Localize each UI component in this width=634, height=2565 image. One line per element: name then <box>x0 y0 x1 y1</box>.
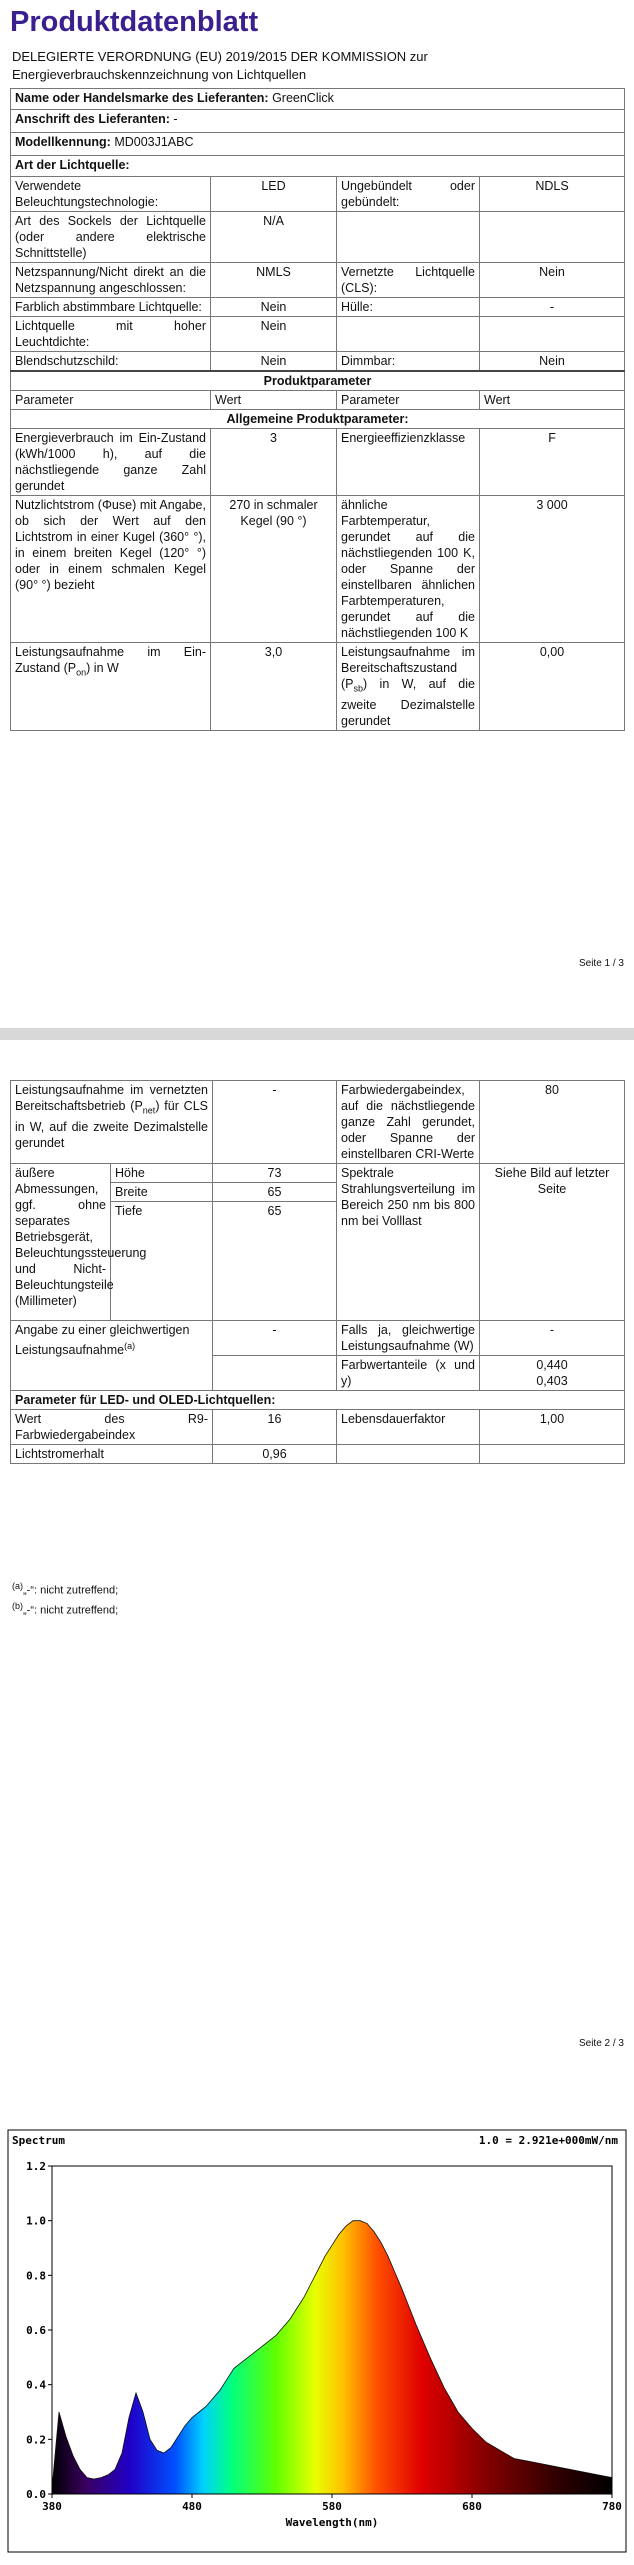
width-value: 65 <box>213 1183 337 1202</box>
col-header-parameter-2: Parameter <box>337 391 480 410</box>
cri-label: Farbwiedergabeindex, auf die nächstliegende ganze Zahl gerundet, oder Spanne der einstellbaren CRI-Werte <box>337 1081 480 1164</box>
general-header-row <box>11 410 625 429</box>
page-title: Produktdatenblatt <box>10 6 259 38</box>
product-params-header: Produktparameter <box>11 371 625 391</box>
r9-value: 16 <box>213 1410 337 1445</box>
page-3 <box>0 2128 634 2560</box>
page-2 <box>0 1040 634 2068</box>
energy-value: 3 <box>211 429 337 496</box>
chroma-value: 0,440 0,403 <box>480 1356 625 1391</box>
life-label: Lebensdauerfaktor <box>337 1410 480 1445</box>
flux-row <box>11 496 625 643</box>
r9-row <box>11 1410 625 1445</box>
glare-value: Nein <box>211 352 337 372</box>
energy-label: Energieverbrauch im Ein-Zustand (kWh/1000 h), auf die nächstliegende ganze Zahl gerundet <box>11 429 211 496</box>
socket-row <box>11 212 625 263</box>
psb-label: Leistungsaufnahme im Bereitschaftszustand $(P_{sb})$ in W, auf die zweite Dezimalstelle gerundet <box>337 643 480 731</box>
y-tick-label: 1.2 <box>26 2160 46 2173</box>
tech-label: Verwendete Beleuchtungstechnologie: <box>11 177 211 212</box>
mains-label: Netzspannung/Nicht direkt an die Netzspannung angeschlossen: <box>11 263 211 298</box>
cri-value: 80 <box>480 1081 625 1164</box>
col-header-parameter: Parameter <box>11 391 211 410</box>
socket-value: N/A <box>211 212 337 263</box>
y-tick-label: 0.4 <box>26 2378 46 2392</box>
x-axis-label: Wavelength(nm) <box>285 2516 379 2529</box>
pnet-row <box>11 1081 625 1164</box>
height-label: Höhe <box>111 1164 213 1183</box>
address-value: - <box>173 112 178 126</box>
address-row <box>11 110 625 133</box>
model-value: MD003J1ABC <box>114 135 194 149</box>
page-separator-1 <box>0 1028 634 1040</box>
address-label: Anschrift des Lieferanten: <box>15 112 170 126</box>
tech-value: LED <box>211 177 337 212</box>
color-row <box>11 298 625 317</box>
y-tick-label: 1.0 <box>26 2214 46 2228</box>
regulation-intro: DELEGIERTE VERORDNUNG (EU) 2019/2015 DER KOMMISSION zur Energieverbrauchskennzeichnung von Lichtquellen <box>12 49 428 82</box>
flux-label: Nutzlichtstrom (Φuse) mit Angabe, ob sich der Wert auf den Lichtstrom in einer Kugel (360° °), in einem breiten Kegel (120° °) oder in einem schmalen Kegel (90° °) bezieht <box>11 496 211 643</box>
tech-row <box>11 177 625 212</box>
dim-value: Nein <box>480 352 625 372</box>
col-header-value: Wert <box>211 391 337 410</box>
mains-row <box>11 263 625 298</box>
spd-value: Siehe Bild auf letzter Seite <box>480 1164 625 1321</box>
spectrum-chart <box>0 2128 634 2560</box>
cls-value: Nein <box>480 263 625 298</box>
supplier-label: Name oder Handelsmarke des Lieferanten: <box>15 91 269 105</box>
bundled-label: Ungebündelt oder gebündelt: <box>337 177 480 212</box>
chart-scale-note: 1.0 = 2.921e+000mW/nm <box>478 2134 618 2147</box>
datasheet-table-1 <box>10 88 625 731</box>
model-label: Modellkennung: <box>15 135 111 149</box>
hull-value: - <box>480 298 625 317</box>
page-number-2: Seite 2 / 3 <box>578 2038 624 2049</box>
equivalent-row <box>11 1321 625 1356</box>
socket-label: Art des Sockels der Lichtquelle (oder andere elektrische Schnittstelle) <box>11 212 211 263</box>
highlum-label: Lichtquelle mit hoher Leuchtdichte: <box>11 317 211 352</box>
led-header-row <box>11 1391 625 1410</box>
model-row <box>11 133 625 156</box>
page-1 <box>0 0 634 1028</box>
type-header: Art der Lichtquelle: <box>11 156 625 177</box>
column-header-row <box>11 391 625 410</box>
ifyes-value: - <box>480 1321 625 1356</box>
hull-label: Hülle: <box>337 298 480 317</box>
x-tick-label: 580 <box>322 2500 342 2513</box>
mains-value: NMLS <box>211 263 337 298</box>
x-tick-label: 680 <box>462 2500 482 2513</box>
col-header-value-2: Wert <box>480 391 625 410</box>
cct-label: ähnliche Farbtemperatur, gerundet auf die nächstliegenden 100 K, oder Spanne der einstellbaren ähnlichen Farbtemperaturen, gerundet auf die nächstliegenden 100 K <box>337 496 480 643</box>
power-on-row <box>11 643 625 731</box>
type-header-row <box>11 156 625 177</box>
depth-label: Tiefe <box>111 1202 213 1321</box>
flux-value: 270 in schmaler Kegel (90 °) <box>211 496 337 643</box>
maintenance-row <box>11 1445 625 1464</box>
chroma-label: Farbwertanteile (x und y) <box>337 1356 480 1391</box>
x-tick-label: 480 <box>182 2500 202 2513</box>
psb-value: 0,00 <box>480 643 625 731</box>
general-header: Allgemeine Produktparameter: <box>11 410 625 429</box>
color-label: Farblich abstimmbare Lichtquelle: <box>11 298 211 317</box>
dim-label: Dimmbar: <box>337 352 480 372</box>
footnote-b: $^{(b)}$„-“: nicht zutreffend; <box>12 1601 119 1617</box>
spd-label: Spektrale Strahlungsverteilung im Bereich 250 nm bis 800 nm bei Volllast <box>337 1164 480 1321</box>
highlum-value: Nein <box>211 317 337 352</box>
chart-title: Spectrum <box>12 2134 65 2147</box>
height-value: 73 <box>213 1164 337 1183</box>
life-value: 1,00 <box>480 1410 625 1445</box>
ifyes-label: Falls ja, gleichwertige Leistungsaufnahme (W) <box>337 1321 480 1356</box>
glare-label: Blendschutzschild: <box>11 352 211 372</box>
dimensions-label: äußere Abmessungen, ggf. ohne separates Betriebsgerät, Beleuchtungssteuerung und Nicht-Beleuchtungsteile (Millimeter) <box>11 1164 111 1321</box>
y-tick-label: 0.0 <box>26 2488 46 2501</box>
eclass-value: F <box>480 429 625 496</box>
pon-label: Leistungsaufnahme im Ein-Zustand $(P_{on})$ in W <box>11 643 211 731</box>
bundled-value: NDLS <box>480 177 625 212</box>
energy-row <box>11 429 625 496</box>
page-gap <box>0 2068 634 2128</box>
pon-value: 3,0 <box>211 643 337 731</box>
cct-value: 3 000 <box>480 496 625 643</box>
glare-row <box>11 352 625 372</box>
pnet-label: Leistungsaufnahme im vernetzten Bereitschaftsbetrieb $(P_{net})$ für CLS in W, auf die zweite Dezimalstelle gerundet <box>11 1081 213 1164</box>
y-tick-label: 0.2 <box>26 2433 46 2447</box>
maintenance-value: 0,96 <box>213 1445 337 1464</box>
x-tick-label: 780 <box>602 2500 622 2513</box>
cls-label: Vernetzte Lichtquelle (CLS): <box>337 263 480 298</box>
supplier-row <box>11 89 625 110</box>
color-value: Nein <box>211 298 337 317</box>
y-tick-label: 0.8 <box>26 2269 46 2283</box>
r9-label: Wert des R9-Farbwiedergabeindex <box>11 1410 213 1445</box>
height-row <box>11 1164 625 1183</box>
x-tick-label: 380 <box>42 2500 62 2513</box>
eclass-label: Energieeffizienzklasse <box>337 429 480 496</box>
page-number-1: Seite 1 / 3 <box>578 958 624 969</box>
maintenance-label: Lichtstromerhalt <box>11 1445 213 1464</box>
highlum-row <box>11 317 625 352</box>
width-label: Breite <box>111 1183 213 1202</box>
pnet-value: - <box>213 1081 337 1164</box>
depth-value: 65 <box>213 1202 337 1321</box>
datasheet-table-2 <box>10 1080 625 1464</box>
product-params-header-row <box>11 371 625 391</box>
led-header: Parameter für LED- und OLED-Lichtquellen: <box>11 1391 625 1410</box>
footnote-a: $^{(a)}$„-“: nicht zutreffend; <box>12 1581 119 1597</box>
y-tick-label: 0.6 <box>26 2324 46 2337</box>
supplier-value: GreenClick <box>272 91 334 105</box>
equivalent-label: Angabe zu einer gleichwertigen Leistungsaufnahme$^{(a)}$ <box>11 1321 213 1391</box>
equivalent-value: - <box>213 1321 337 1356</box>
